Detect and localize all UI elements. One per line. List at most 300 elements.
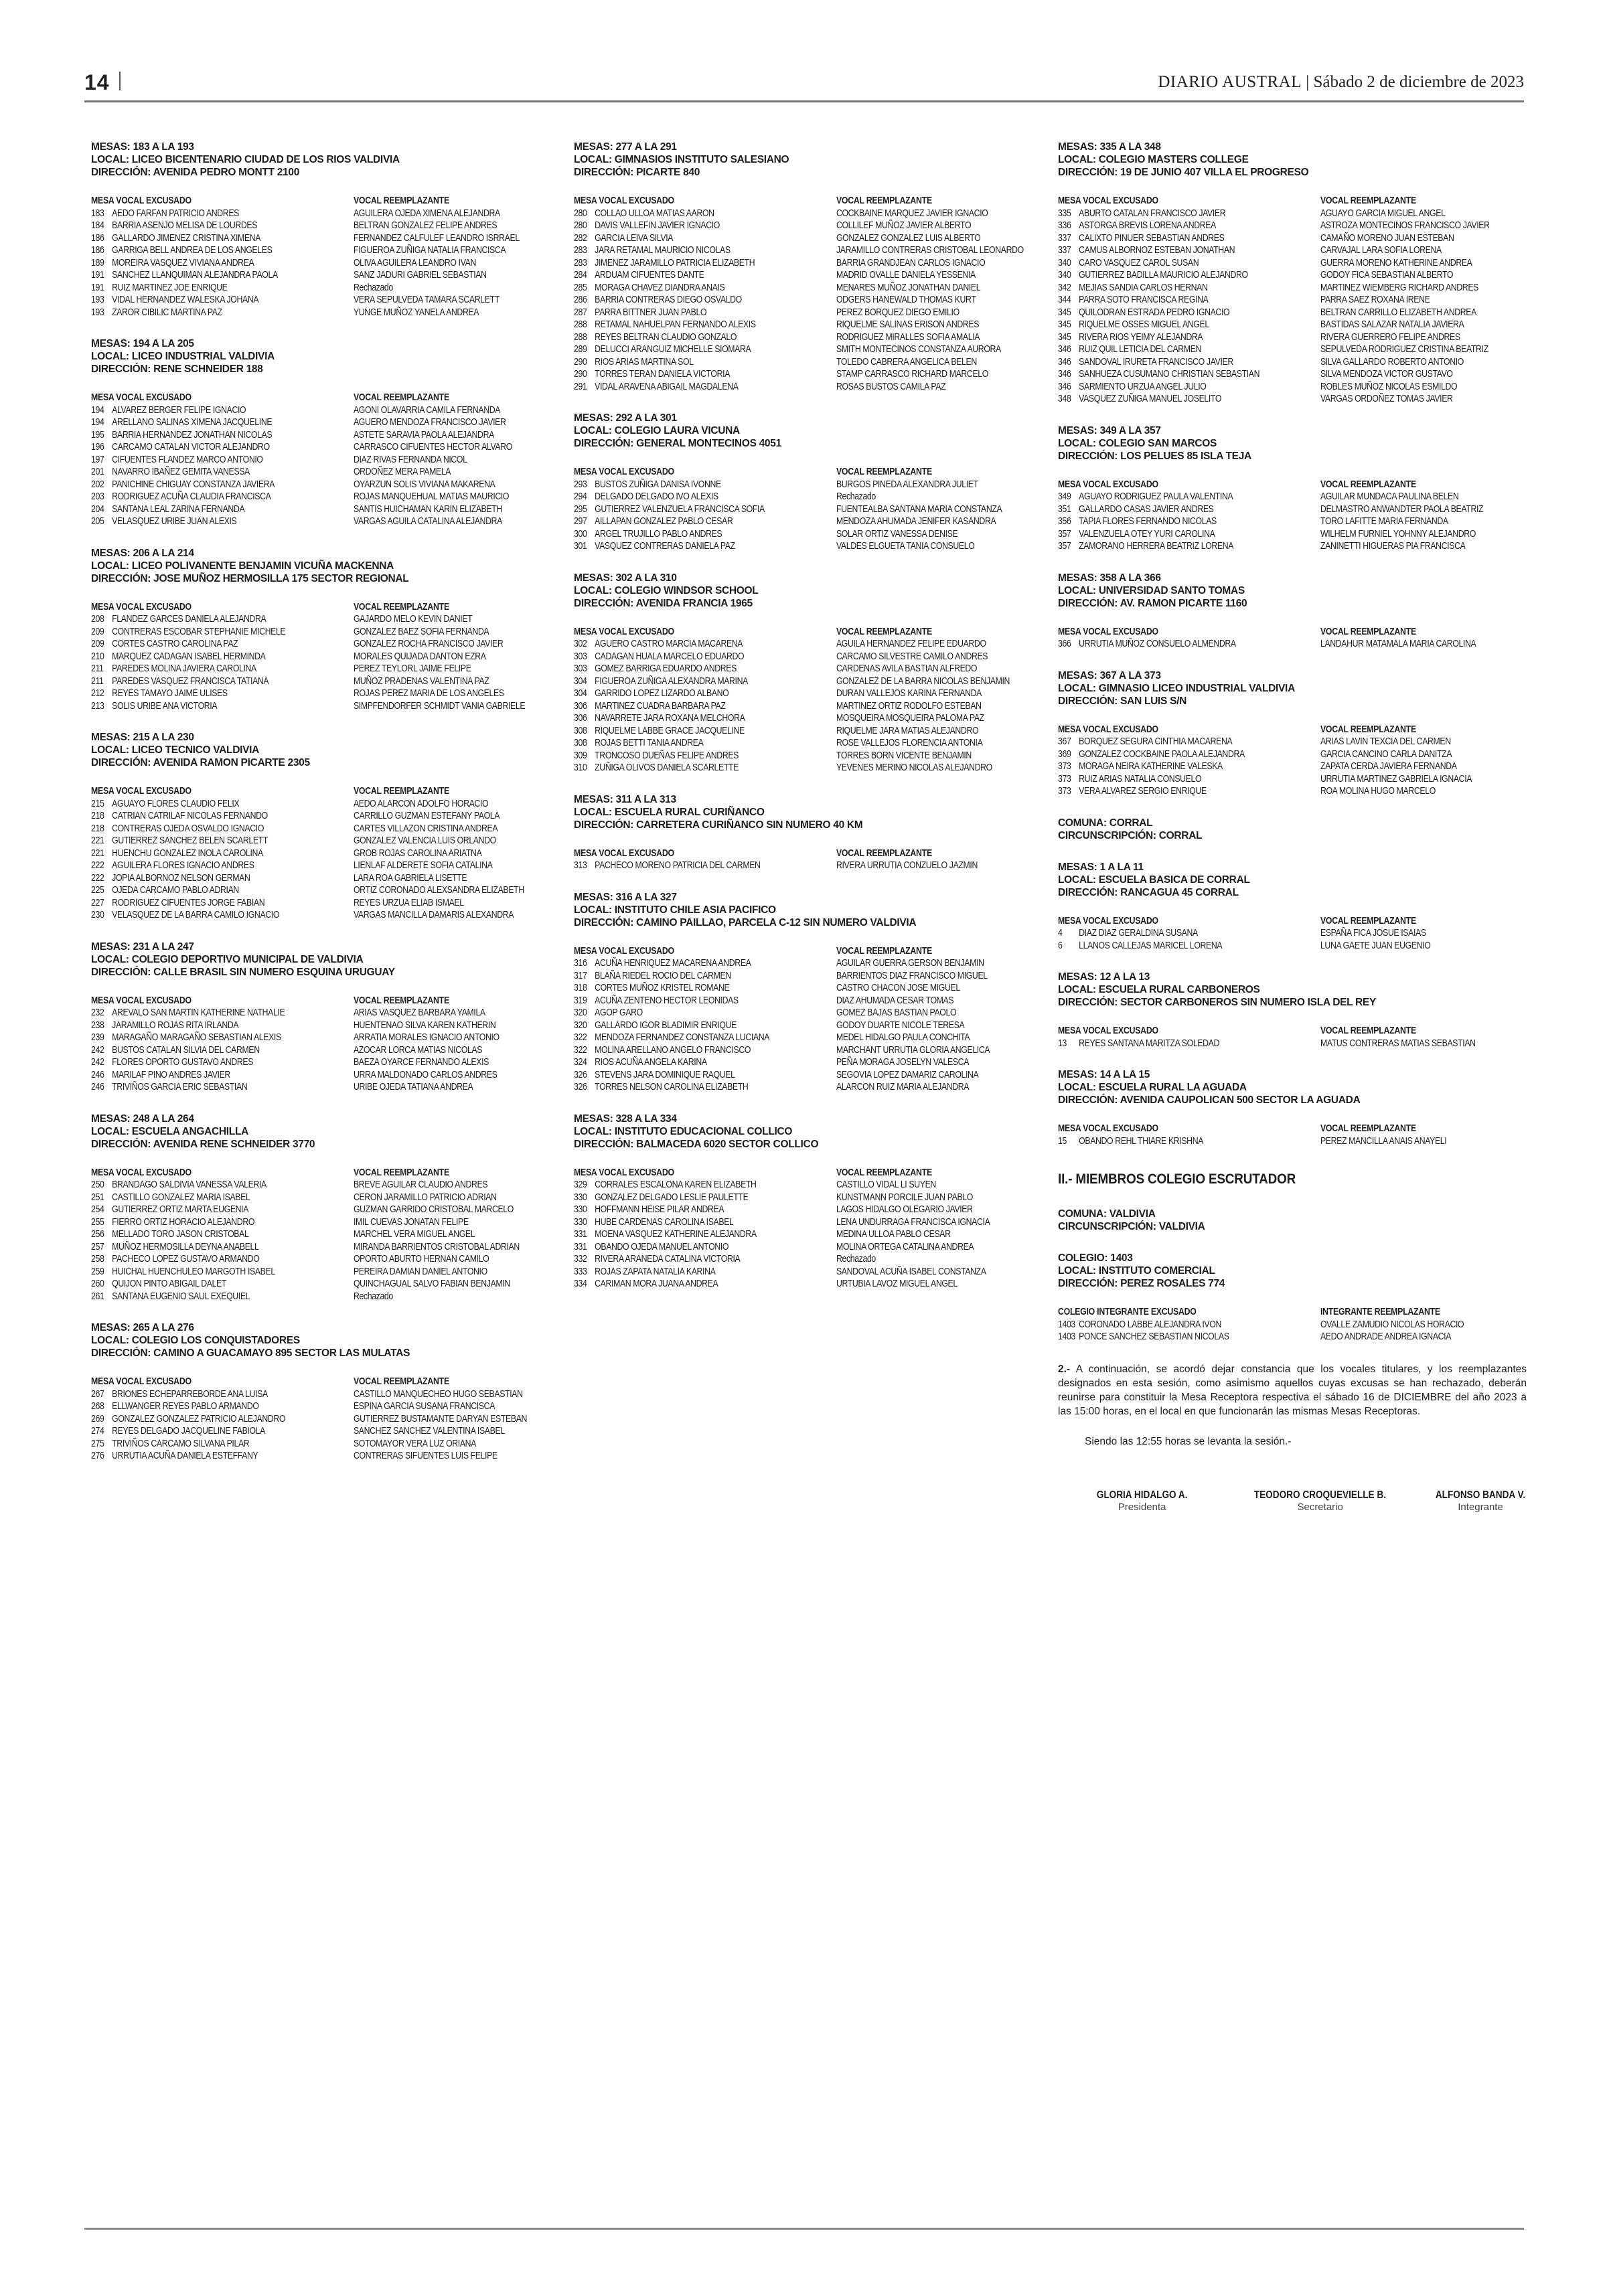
table-row	[574, 1044, 990, 1057]
vocal-reemplazante: MARCHEL VERA MIGUEL ANGEL	[353, 1228, 475, 1240]
vocal-excusado: REYES SANTANA MARITZA SOLEDAD	[1079, 1037, 1220, 1049]
vocal-reemplazante: GAJARDO MELO KEVIN DANIET	[353, 613, 473, 625]
vocal-reemplazante: PARRA SAEZ ROXANA IRENE	[1320, 294, 1430, 305]
vocal-excusado: SANDOVAL IRURETA FRANCISCO JAVIER	[1079, 355, 1233, 367]
vocal-excusado: FIERRO ORTIZ HORACIO ALEJANDRO	[112, 1216, 255, 1228]
mesa-number: 210	[91, 650, 104, 662]
vocal-reemplazante: ROBLES MUÑOZ NICOLAS ESMILDO	[1320, 380, 1458, 392]
mesa-number: 284	[574, 269, 587, 280]
mesas-label: MESAS: 311 A LA 313	[574, 793, 676, 805]
table-row	[91, 797, 489, 811]
vocal-reemplazante: RODRIGUEZ MIRALLES SOFIA AMALIA	[836, 331, 980, 343]
vocal-excusado: FIGUEROA ZUÑIGA ALEXANDRA MARINA	[595, 675, 748, 687]
mesas-label: MESAS: 248 A LA 264	[91, 1113, 194, 1125]
table-row	[1058, 368, 1453, 381]
mesa-block	[91, 1113, 566, 1303]
mesa-number: 6	[1058, 939, 1063, 951]
mesa-number: 304	[574, 687, 587, 699]
vocal-reemplazante: ASTROZA MONTECINOS FRANCISCO JAVIER	[1320, 220, 1490, 231]
table-row	[1058, 343, 1488, 356]
mesas-label: MESAS: 335 A LA 348	[1058, 141, 1161, 153]
dir-label: DIRECCIÓN: SAN LUIS S/N	[1058, 695, 1187, 707]
dir-label: DIRECCIÓN: GENERAL MONTECINOS 4051	[574, 438, 781, 449]
col-header-reemplazante: VOCAL REEMPLAZANTE	[836, 1166, 932, 1178]
vocal-reemplazante: ARIAS VASQUEZ BARBARA YAMILA	[353, 1007, 485, 1018]
table-row	[574, 307, 964, 319]
vocal-excusado: ASTORGA BREVIS LORENA ANDREA	[1079, 220, 1216, 231]
dir-label: DIRECCIÓN: LOS PELUES 85 ISLA TEJA	[1058, 450, 1251, 462]
para-number: 2.-	[1058, 1363, 1071, 1375]
mesa-number: 4	[1058, 927, 1063, 938]
table-header	[574, 466, 964, 479]
mesa-number: 275	[91, 1437, 104, 1449]
vocal-excusado: VELASQUEZ URIBE JUAN ALEXIS	[112, 515, 237, 527]
table-row	[91, 220, 498, 232]
vocal-excusado: REYES TAMAYO JAIME ULISES	[112, 687, 228, 699]
block-heading	[1058, 572, 1533, 610]
mesas-label: MESAS: 194 A LA 205	[91, 338, 194, 349]
table-row	[1058, 1331, 1452, 1343]
mesa-block	[1058, 861, 1533, 953]
vocal-excusado: OJEDA CARCAMO PABLO ADRIAN	[112, 884, 239, 896]
col-header-excusado: MESA VOCAL EXCUSADO	[91, 1376, 192, 1387]
table-row	[1058, 331, 1460, 344]
table-row	[574, 638, 986, 651]
table-row	[574, 281, 981, 295]
table-row	[91, 1191, 497, 1204]
local-label: LOCAL: LICEO TECNICO VALDIVIA	[91, 744, 260, 756]
mesa-number: 218	[91, 810, 104, 821]
vocal-reemplazante: VERA SEPULVEDA TAMARA SCARLETT	[353, 294, 500, 305]
mesa-number: 336	[1058, 220, 1071, 231]
table-row	[1058, 772, 1472, 786]
mesa-number: 310	[574, 762, 587, 773]
vocal-excusado: GUTIERREZ ORTIZ MARTA EUGENIA	[112, 1204, 249, 1215]
mesa-number: 254	[91, 1204, 104, 1215]
mesa-block	[574, 572, 1049, 774]
vocal-reemplazante: LUNA GAETE JUAN EUGENIO	[1320, 939, 1431, 951]
vocal-excusado: TRIVIÑOS CARCAMO SILVANA PILAR	[112, 1437, 250, 1449]
table-row	[574, 1019, 964, 1032]
mesa-number: 346	[1058, 380, 1071, 392]
vocal-excusado: RODRIGUEZ CIFUENTES JORGE FABIAN	[112, 896, 265, 908]
mesa-number: 349	[1058, 491, 1071, 502]
mesa-number: 324	[574, 1056, 587, 1068]
mesa-number: 373	[1058, 760, 1071, 772]
local-label: LOCAL: ESCUELA RURAL CARBONEROS	[1058, 984, 1260, 995]
table-row	[574, 244, 1024, 257]
vocal-excusado: CARCAMO CATALAN VICTOR ALEJANDRO	[112, 441, 270, 453]
table-row	[91, 1265, 487, 1279]
vocal-reemplazante: COCKBAINE MARQUEZ JAVIER IGNACIO	[836, 207, 988, 219]
table-row	[91, 663, 481, 675]
vocal-excusado: TRONCOSO DUEÑAS FELIPE ANDRES	[595, 749, 739, 761]
vocal-excusado: BLAÑA RIEDEL ROCIO DEL CARMEN	[595, 969, 731, 981]
vocal-reemplazante: CARTES VILLAZON CRISTINA ANDREA	[353, 822, 498, 834]
table-row	[574, 1068, 979, 1082]
vocal-excusado: URRUTIA MUÑOZ CONSUELO ALMENDRA	[1079, 638, 1236, 649]
mesa-number: 309	[574, 749, 587, 761]
vocal-excusado: PACHECO MORENO PATRICIA DEL CARMEN	[595, 859, 761, 871]
block-heading	[1058, 1208, 1533, 1233]
col-header-excusado: MESA VOCAL EXCUSADO	[1058, 478, 1158, 490]
vocal-reemplazante: ROSAS BUSTOS CAMILA PAZ	[836, 380, 946, 392]
section-2-colegio	[1058, 1252, 1533, 1343]
mesa-number: 290	[574, 355, 587, 367]
mesa-number: 232	[91, 1007, 104, 1018]
col-header-excusado: MESA VOCAL EXCUSADO	[1058, 914, 1158, 926]
mesa-number: 287	[574, 306, 587, 318]
vocal-excusado: CASTILLO GONZALEZ MARIA ISABEL	[112, 1191, 250, 1203]
vocal-reemplazante: AGUILAR MUNDACA PAULINA BELEN	[1320, 491, 1459, 502]
table-row	[91, 835, 496, 847]
table-row	[574, 724, 979, 738]
table-row	[1058, 220, 1490, 232]
dir-label: DIRECCIÓN: PICARTE 840	[574, 167, 700, 178]
vocal-reemplazante: Rechazado	[836, 491, 876, 502]
block-heading	[1058, 971, 1533, 1009]
vocal-excusado: GONZALEZ DELGADO LESLIE PAULETTE	[595, 1191, 749, 1203]
col-header-reemplazante: VOCAL REEMPLAZANTE	[836, 625, 932, 637]
table-row	[91, 1068, 498, 1082]
vocal-reemplazante: MEDEL HIDALGO PAULA CONCHITA	[836, 1032, 970, 1043]
table-row	[91, 269, 487, 282]
vocal-excusado: RIOS ACUÑA ANGELA KARINA	[595, 1056, 707, 1068]
mesa-number: 293	[574, 478, 587, 490]
colegio-number: 1403	[1058, 1318, 1075, 1330]
table-row	[91, 1400, 495, 1413]
table-row	[574, 1179, 964, 1192]
table-row	[1058, 638, 1476, 651]
table-header	[1058, 626, 1448, 639]
dir-label: DIRECCIÓN: RENE SCHNEIDER 188	[91, 363, 263, 375]
vocal-excusado: GUTIERREZ VALENZUELA FRANCISCA SOFIA	[595, 503, 765, 515]
table-row	[1058, 306, 1476, 319]
table-row	[574, 1265, 986, 1279]
vocal-excusado: TAPIA FLORES FERNANDO NICOLAS	[1079, 515, 1217, 527]
mesa-number: 331	[574, 1240, 587, 1252]
integrante-reemplazante: AEDO ANDRADE ANDREA IGNACIA	[1320, 1331, 1452, 1342]
vocal-reemplazante: ROSE VALLEJOS FLORENCIA ANTONIA	[836, 737, 983, 748]
table-header	[91, 1376, 481, 1388]
vocal-reemplazante: AGUILERA OJEDA XIMENA ALEJANDRA	[353, 207, 500, 219]
vocal-reemplazante: TORO LAFITTE MARIA FERNANDA	[1320, 515, 1448, 527]
mesa-number: 337	[1058, 244, 1071, 256]
mesa-number: 194	[91, 416, 104, 428]
vocal-reemplazante: RIQUELME JARA MATIAS ALEJANDRO	[836, 724, 979, 736]
vocal-excusado: BARRIA HERNANDEZ JONATHAN NICOLAS	[112, 428, 273, 440]
vocal-excusado: VIDAL HERNANDEZ WALESKA JOHANA	[112, 294, 259, 305]
vocal-reemplazante: JARAMILLO CONTRERAS CRISTOBAL LEONARDO	[836, 244, 1024, 256]
table-row	[91, 1450, 498, 1463]
local-label: LOCAL: COLEGIO DEPORTIVO MUNICIPAL DE VALDIVIA	[91, 953, 364, 965]
col-header-reemplazante: VOCAL REEMPLAZANTE	[353, 785, 449, 797]
vocal-reemplazante: DIAZ AHUMADA CESAR TOMAS	[836, 994, 954, 1006]
mesa-number: 227	[91, 896, 104, 908]
vocal-reemplazante: FUENTEALBA SANTANA MARIA CONSTANZA	[836, 503, 1002, 515]
vocal-reemplazante: GUTIERREZ BUSTAMANTE DARYAN ESTEBAN	[353, 1412, 528, 1424]
vocal-excusado: STEVENS JARA DOMINIQUE RAQUEL	[595, 1068, 735, 1080]
mesa-number: 212	[91, 687, 104, 699]
dir-label: DIRECCIÓN: AV. RAMON PICARTE 1160	[1058, 597, 1247, 609]
mesa-number: 302	[574, 638, 587, 649]
mesas-label: MESAS: 183 A LA 193	[91, 141, 194, 153]
vocal-reemplazante: URRUTIA MARTINEZ GABRIELA IGNACIA	[1320, 772, 1472, 785]
table-row	[91, 847, 481, 860]
table-row	[91, 307, 481, 319]
vocal-reemplazante: ESPAÑA FICA JOSUE ISAIAS	[1320, 927, 1426, 938]
table-row	[574, 1228, 964, 1241]
mesa-number: 259	[91, 1265, 104, 1277]
vocal-excusado: AGUERO CASTRO MARCIA MACARENA	[595, 638, 743, 649]
mesas-label: MESAS: 277 A LA 291	[574, 141, 677, 153]
circ-label: CIRCUNSCRIPCIÓN: VALDIVIA	[1058, 1221, 1205, 1232]
vocal-excusado: AGOP GARO	[595, 1007, 643, 1018]
vocal-excusado: ALVAREZ BERGER FELIPE IGNACIO	[112, 404, 246, 416]
signatures	[1058, 1489, 1533, 1513]
mesa-number: 319	[574, 994, 587, 1006]
vocal-excusado: VERA ALVAREZ SERGIO ENRIQUE	[1079, 785, 1207, 797]
table-row	[1058, 540, 1466, 553]
vocal-reemplazante: DELMASTRO ANWANDTER PAOLA BEATRIZ	[1320, 503, 1484, 515]
vocal-reemplazante: VALDES ELGUETA TANIA CONSUELO	[836, 540, 975, 552]
table-row	[91, 404, 501, 417]
vocal-excusado: GARCIA LEIVA SILVIA	[595, 232, 674, 244]
vocal-excusado: OBANDO OJEDA MANUEL ANTONIO	[595, 1240, 729, 1252]
local-label: LOCAL: COLEGIO LOS CONQUISTADORES	[91, 1335, 300, 1346]
mesa-block	[91, 141, 566, 319]
vocal-excusado: DAVIS VALLEFIN JAVIER IGNACIO	[595, 220, 720, 231]
vocal-excusado: CARIMAN MORA JUANA ANDREA	[595, 1278, 718, 1289]
col-header-reemplazante: VOCAL REEMPLAZANTE	[353, 994, 449, 1006]
table-row	[91, 466, 481, 479]
mesa-block	[574, 412, 1049, 553]
vocal-excusado: HOFFMANN HEISE PILAR ANDREA	[595, 1204, 724, 1215]
vocal-excusado: MARQUEZ CADAGAN ISABEL HERMINDA	[112, 650, 266, 662]
vocal-reemplazante: VARGAS MANCILLA DAMARIS ALEXANDRA	[353, 909, 514, 920]
vocal-excusado: GONZALEZ COCKBAINE PAOLA ALEJANDRA	[1079, 748, 1245, 760]
vocal-excusado: RODRIGUEZ ACUÑA CLAUDIA FRANCISCA	[112, 491, 271, 502]
mesa-number: 211	[91, 675, 104, 687]
vocal-excusado: ZUÑIGA OLIVOS DANIELA SCARLETTE	[595, 762, 739, 773]
vocal-reemplazante: ZAPATA CERDA JAVIERA FERNANDA	[1320, 760, 1457, 772]
vocal-excusado: DELGADO DELGADO IVO ALEXIS	[595, 491, 718, 502]
vocal-reemplazante: GARCIA CANCINO CARLA DANITZA	[1320, 748, 1452, 760]
mesa-number: 313	[574, 859, 587, 871]
vocal-excusado: CORTES CASTRO CAROLINA PAZ	[112, 638, 238, 649]
vocal-excusado: ROJAS BETTI TANIA ANDREA	[595, 737, 704, 748]
vocal-reemplazante: IMIL CUEVAS JONATAN FELIPE	[353, 1216, 469, 1228]
block-heading	[574, 572, 1049, 610]
mesas-label: MESAS: 328 A LA 334	[574, 1113, 677, 1125]
vocal-reemplazante: AGONI OLAVARRIA CAMILA FERNANDA	[353, 404, 501, 416]
col-header-reemplazante: VOCAL REEMPLAZANTE	[836, 195, 932, 206]
table-row	[91, 1412, 528, 1426]
col-header-reemplazante: VOCAL REEMPLAZANTE	[1320, 195, 1416, 206]
block-heading	[1058, 669, 1533, 708]
table-row	[91, 441, 512, 454]
table-row	[91, 207, 500, 220]
mesa-number: 335	[1058, 207, 1071, 219]
col-header-reemplazante: VOCAL REEMPLAZANTE	[353, 600, 449, 612]
vocal-reemplazante: RIVERA GUERRERO FELIPE ANDRES	[1320, 331, 1460, 343]
vocal-reemplazante: TORRES BORN VICENTE BENJAMIN	[836, 749, 972, 761]
mesa-number: 15	[1058, 1135, 1067, 1147]
local-label: LOCAL: ESCUELA RURAL CURIÑANCO	[574, 806, 765, 818]
vocal-excusado: MOREIRA VASQUEZ VIVIANA ANDREA	[112, 256, 254, 268]
table-row	[574, 687, 982, 700]
mesa-number: 330	[574, 1216, 587, 1228]
vocal-excusado: BUSTOS CATALAN SILVIA DEL CARMEN	[112, 1044, 260, 1056]
vocal-excusado: RIQUELME LABBE GRACE JACQUELINE	[595, 724, 745, 736]
mesa-number: 297	[574, 515, 587, 527]
table-row	[1058, 748, 1452, 761]
table-row	[574, 331, 980, 344]
mesa-number: 239	[91, 1032, 104, 1043]
dir-label: DIRECCIÓN: CALLE BRASIL SIN NUMERO ESQUINA URUGUAY	[91, 966, 395, 978]
local-label: LOCAL: LICEO BICENTENARIO CIUDAD DE LOS RIOS VALDIVIA	[91, 154, 400, 165]
table-row	[574, 478, 978, 491]
col-header-reemplazante: VOCAL REEMPLAZANTE	[353, 195, 449, 206]
vocal-excusado: HUICHAL HUENCHULEO MARGOTH ISABEL	[112, 1265, 275, 1277]
table-header	[574, 1167, 964, 1179]
table-row	[574, 650, 988, 663]
table-row	[91, 1032, 500, 1044]
vocal-excusado: MORAGA NEIRA KATHERINE VALESKA	[1079, 760, 1223, 772]
vocal-reemplazante: SOTOMAYOR VERA LUZ ORIANA	[353, 1437, 477, 1449]
mesa-number: 373	[1058, 785, 1071, 797]
table-header	[91, 601, 481, 614]
vocal-reemplazante: MARTINEZ WIEMBERG RICHARD ANDRES	[1320, 281, 1479, 293]
signatory-role: Integrante	[1458, 1501, 1503, 1513]
vocal-excusado: COLLAO ULLOA MATIAS AARON	[595, 207, 714, 219]
block-heading	[91, 940, 566, 979]
mesa-block	[91, 940, 566, 1094]
signature	[1428, 1489, 1533, 1513]
local-label: LOCAL: INSTITUTO COMERCIAL	[1058, 1265, 1215, 1277]
vocal-reemplazante: MEDINA ULLOA PABLO CESAR	[836, 1228, 951, 1240]
vocal-reemplazante: CARRILLO GUZMAN ESTEFANY PAOLA	[353, 810, 500, 821]
table-row	[574, 969, 988, 983]
vocal-reemplazante: HUENTENAO SILVA KAREN KATHERIN	[353, 1019, 496, 1031]
mesa-number: 255	[91, 1216, 104, 1228]
mesa-number: 318	[574, 982, 587, 993]
table-row	[1058, 1135, 1448, 1148]
vocal-reemplazante: PEREZ BORQUEZ DIEGO EMILIO	[836, 306, 960, 318]
vocal-reemplazante: MARCHANT URRUTIA GLORIA ANGELICA	[836, 1044, 990, 1056]
table-row	[574, 1007, 964, 1019]
vocal-excusado: ARGEL TRUJILLO PABLO ANDRES	[595, 527, 722, 540]
mesas-label: MESAS: 231 A LA 247	[91, 940, 194, 953]
mesa-number: 342	[1058, 281, 1071, 293]
vocal-reemplazante: MOLINA ORTEGA CATALINA ANDREA	[836, 1240, 974, 1252]
vocal-reemplazante: OPORTO ABURTO HERNAN CAMILO	[353, 1253, 489, 1264]
signatory-name: TEODORO CROQUEVIELLE B.	[1254, 1489, 1387, 1501]
vocal-reemplazante: BELTRAN GONZALEZ FELIPE ANDRES	[353, 220, 498, 231]
table-row	[574, 540, 975, 553]
vocal-excusado: JIMENEZ JARAMILLO PATRICIA ELIZABETH	[595, 256, 755, 268]
block-heading	[1058, 817, 1533, 842]
mesas-label: MESAS: 358 A LA 366	[1058, 572, 1161, 584]
mesa-number: 258	[91, 1253, 104, 1264]
table-row	[91, 416, 506, 429]
mesas-label: MESAS: 302 A LA 310	[574, 572, 677, 584]
mesa-number: 326	[574, 1081, 587, 1092]
table-row	[574, 368, 988, 381]
mesa-number: 367	[1058, 736, 1071, 747]
local-label: LOCAL: COLEGIO WINDSOR SCHOOL	[574, 584, 759, 596]
vocal-excusado: SANTANA EUGENIO SAUL EXEQUIEL	[112, 1290, 250, 1302]
table-row	[91, 1179, 488, 1192]
vocal-reemplazante: GROB ROJAS CAROLINA ARIATNA	[353, 847, 482, 859]
table-row	[574, 957, 984, 970]
vocal-reemplazante: SANCHEZ SANCHEZ VALENTINA ISABEL	[353, 1425, 505, 1437]
mesa-number: 300	[574, 527, 587, 540]
integrante-excusado: PONCE SANCHEZ SEBASTIAN NICOLAS	[1079, 1331, 1229, 1342]
table-row	[91, 1081, 481, 1094]
table-row	[1058, 527, 1476, 541]
mesa-block	[574, 1113, 1049, 1291]
col-header-excusado: MESA VOCAL EXCUSADO	[574, 945, 674, 957]
mesa-number: 345	[1058, 331, 1071, 343]
mesas-label: MESAS: 215 A LA 230	[91, 732, 194, 743]
table-header	[574, 626, 964, 639]
table-row	[574, 1216, 990, 1229]
vocal-excusado: TORRES TERAN DANIELA VICTORIA	[595, 368, 731, 380]
mesa-block	[91, 1321, 566, 1463]
col-header-excusado: MESA VOCAL EXCUSADO	[1058, 1123, 1158, 1134]
mesa-block	[91, 337, 566, 528]
col-header-excusado: MESA VOCAL EXCUSADO	[91, 600, 192, 612]
vocal-excusado: BORQUEZ SEGURA CINTHIA MACARENA	[1079, 736, 1233, 747]
vocal-excusado: FLANDEZ GARCES DANIELA ALEJANDRA	[112, 613, 266, 625]
mesa-number: 251	[91, 1191, 104, 1203]
vocal-reemplazante: QUINCHAGUAL SALVO FABIAN BENJAMIN	[353, 1278, 510, 1289]
table-row	[574, 1240, 974, 1254]
table-row	[574, 1278, 964, 1291]
vocal-excusado: DIAZ DIAZ GERALDINA SUSANA	[1079, 927, 1198, 938]
table-row	[91, 909, 514, 922]
vocal-excusado: BARRIA ASENJO MELISA DE LOURDES	[112, 220, 258, 231]
vocal-excusado: JARA RETAMAL MAURICIO NICOLAS	[595, 244, 731, 256]
mesa-number: 326	[574, 1068, 587, 1080]
table-row	[574, 1204, 973, 1216]
table-header	[91, 1167, 481, 1179]
table-row	[91, 859, 493, 872]
vocal-reemplazante: BARRIA GRANDJEAN CARLOS IGNACIO	[836, 256, 986, 268]
vocal-reemplazante: SEPULVEDA RODRIGUEZ CRISTINA BEATRIZ	[1320, 343, 1488, 355]
vocal-reemplazante: CASTRO CHACON JOSE MIGUEL	[836, 982, 960, 993]
column-3-blocks	[1058, 141, 1533, 1147]
vocal-excusado: SANHUEZA CUSUMANO CHRISTIAN SEBASTIAN	[1079, 368, 1260, 380]
table-row	[1058, 281, 1479, 295]
table-row	[91, 884, 524, 897]
mesa-number: 348	[1058, 393, 1071, 404]
vocal-excusado: MARTINEZ CUADRA BARBARA PAZ	[595, 700, 726, 712]
mesa-number: 196	[91, 441, 104, 453]
vocal-reemplazante: CARDENAS AVILA BASTIAN ALFREDO	[836, 663, 978, 674]
table-row	[574, 256, 986, 270]
vocal-reemplazante: GONZALEZ ROCHA FRANCISCO JAVIER	[353, 638, 504, 649]
vocal-reemplazante: SANDOVAL ACUÑA ISABEL CONSTANZA	[836, 1265, 986, 1277]
table-row	[574, 762, 992, 774]
table-row	[91, 1228, 481, 1241]
table-row	[1058, 515, 1448, 528]
vocal-excusado: NAVARRETE JARA ROXANA MELCHORA	[595, 712, 745, 724]
mesa-number: 294	[574, 491, 587, 502]
mesa-number: 197	[91, 453, 104, 465]
mesa-number: 306	[574, 712, 587, 724]
